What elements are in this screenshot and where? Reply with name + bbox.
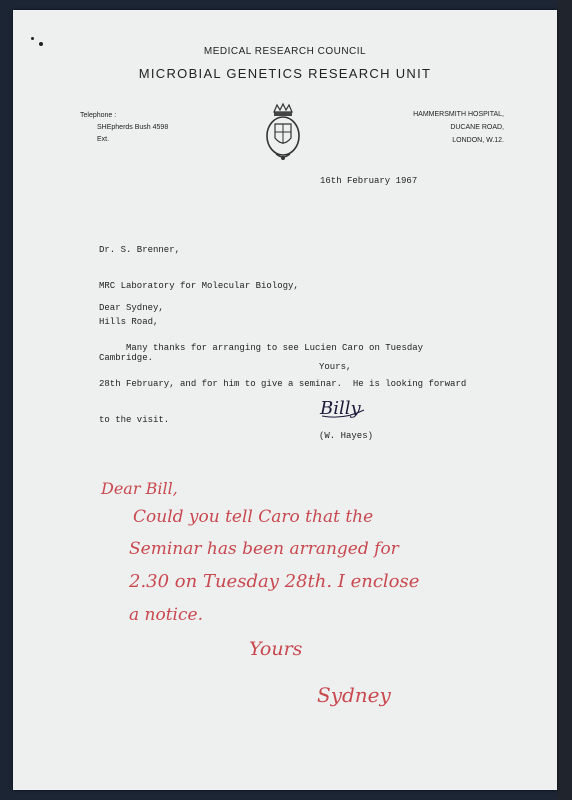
address-line: LONDON, W.12. [452,137,504,144]
typed-name: (W. Hayes) [319,431,374,441]
body-line: 28th February, and for him to give a seminar. He is looking forward [99,379,467,389]
note-line: Yours [249,638,303,660]
handwritten-signature [318,392,368,422]
royal-crest-icon [262,102,304,162]
unit-name: MICROBIAL GENETICS RESEARCH UNIT [138,66,432,81]
note-line: a notice. [129,605,203,625]
extension-label: Ext. [97,136,110,143]
letter-page [13,10,557,790]
letter-body [99,318,466,450]
note-line: Could you tell Caro that the [133,507,374,527]
council-name: MEDICAL RESEARCH COUNCIL [203,46,367,57]
note-line: Sydney [317,683,391,707]
scan-background-edge [557,0,572,800]
signature-text: Billy [320,398,361,419]
recipient-line: Dr. S. Brenner, [99,245,181,255]
handwritten-note [73,470,533,730]
letter-date: 16th February 1967 [320,176,418,186]
note-line: Seminar has been arranged for [129,539,399,559]
recipient-line: Cambridge. [99,353,154,363]
telephone-label: Telephone : [80,112,117,119]
salutation: Dear Sydney, [99,303,164,313]
telephone-number: SHEpherds Bush 4598 [97,124,169,131]
body-line: to the visit. [99,415,170,425]
recipient-line: MRC Laboratory for Molecular Biology, [99,281,299,291]
body-line: Many thanks for arranging to see Lucien Caro on Tuesday [99,343,424,353]
punch-hole [31,37,34,40]
address-block [360,108,504,147]
closing: Yours, [319,362,352,372]
note-line: Dear Bill, [101,479,178,498]
address-line: DUCANE ROAD, [450,124,504,131]
address-line: HAMMERSMITH HOSPITAL, [413,111,504,118]
note-line: 2.30 on Tuesday 28th. I enclose [129,571,420,592]
recipient-line: Hills Road, [99,317,159,327]
